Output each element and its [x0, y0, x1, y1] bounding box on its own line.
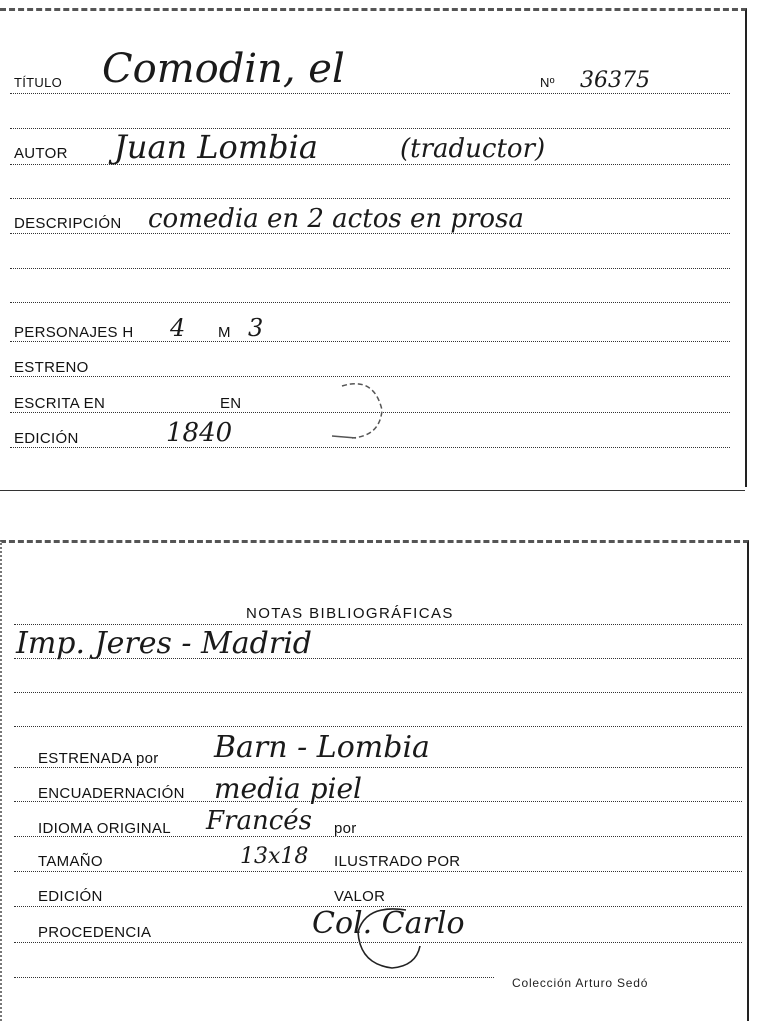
- personajes-m-value: 3: [248, 314, 264, 342]
- collection-footer: Colección Arturo Sedó: [512, 976, 649, 990]
- rule-notas-1: [14, 624, 742, 625]
- personajes-m-label: M: [218, 324, 231, 341]
- autor-label: AUTOR: [14, 145, 68, 162]
- titulo-label: TÍTULO: [14, 75, 63, 90]
- tamano-label: TAMAÑO: [38, 853, 103, 870]
- rule-tamano: [14, 871, 742, 872]
- estrenada-label: ESTRENADA por: [38, 750, 159, 767]
- numero-label: Nº: [540, 75, 555, 90]
- idioma-label: IDIOMA ORIGINAL: [38, 820, 171, 837]
- card-separator: [0, 490, 745, 491]
- tamano-value: 13x18: [240, 844, 309, 869]
- numero-value: 36375: [580, 68, 650, 93]
- rule-extra-4: [10, 302, 730, 303]
- rule-extra-2: [10, 198, 730, 199]
- notas-value: Imp. Jeres - Madrid: [16, 626, 313, 661]
- estrenada-value: Barn - Lombia: [214, 730, 430, 765]
- rule-titulo: [10, 93, 730, 94]
- rule-final: [14, 977, 494, 978]
- autor-value: Juan Lombia: [114, 128, 318, 166]
- por-label: por: [334, 820, 357, 837]
- descripcion-label: DESCRIPCIÓN: [14, 215, 122, 232]
- rule-estreno: [10, 376, 730, 377]
- ilustrado-label: ILUSTRADO POR: [334, 853, 461, 870]
- collection-stamp: [346, 900, 426, 972]
- autor-role: (traductor): [400, 134, 546, 164]
- edicion-label: EDICIÓN: [14, 430, 79, 447]
- descripcion-value: comedia en 2 actos en prosa: [148, 204, 524, 234]
- faded-stamp: [322, 378, 392, 448]
- notas-title: NOTAS BIBLIOGRÁFICAS: [246, 605, 454, 622]
- estreno-label: ESTRENO: [14, 359, 89, 376]
- titulo-value: Comodin, el: [102, 46, 345, 92]
- rule-extra-3: [10, 268, 730, 269]
- valor-label: VALOR: [334, 888, 386, 905]
- personajes-h-value: 4: [170, 314, 186, 342]
- edicion-label-2: EDICIÓN: [38, 888, 103, 905]
- encuadernacion-value: media piel: [214, 772, 362, 805]
- edicion-value: 1840: [166, 418, 233, 448]
- escrita-label: ESCRITA EN: [14, 395, 106, 412]
- en-label: EN: [220, 395, 242, 412]
- rule-notas-4: [14, 726, 742, 727]
- procedencia-label: PROCEDENCIA: [38, 924, 152, 941]
- rule-estrenada: [14, 767, 742, 768]
- procedencia-value: Col. Carlo: [312, 906, 465, 941]
- rule-notas-3: [14, 692, 742, 693]
- rule-notas-2: [14, 658, 742, 659]
- personajes-label: PERSONAJES H: [14, 324, 134, 341]
- encuadernacion-label: ENCUADERNACIÓN: [38, 785, 185, 802]
- idioma-value: Francés: [206, 806, 313, 836]
- rule-personajes: [10, 341, 730, 342]
